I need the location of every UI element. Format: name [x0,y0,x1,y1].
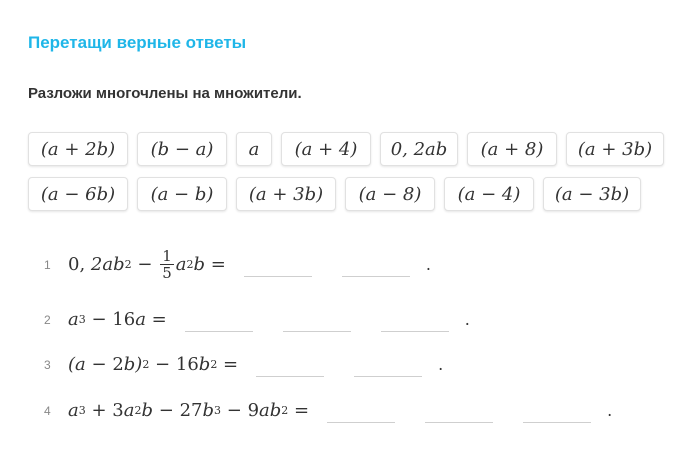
answer-drop-slot[interactable] [327,398,395,423]
end-punctuation: . [438,355,444,374]
answer-chip[interactable]: (a + 3b) [236,177,336,211]
answer-chip[interactable]: a [236,132,272,166]
task-row [44,398,612,423]
answer-chip[interactable]: (a − 8) [345,177,435,211]
task-expression: (a − 2 b) 2 − 16 b 2 = [68,354,239,375]
task-number: 3 [44,357,51,372]
answer-options-row-2 [28,177,641,211]
answer-drop-slot[interactable] [523,398,591,423]
task-number: 4 [44,403,51,418]
answer-chip[interactable]: (a + 8) [467,132,557,166]
task-instruction: Разложи многочлены на множители. [28,85,302,102]
answer-chip[interactable]: (a + 2b) [28,132,128,166]
task-expression: a 3 − 16 a = [68,309,167,330]
end-punctuation: . [464,310,470,329]
answer-chip[interactable]: (a + 4) [281,132,371,166]
page-title: Перетащи верные ответы [28,33,247,52]
answer-drop-slot[interactable] [283,307,351,332]
answer-drop-slot[interactable] [185,307,253,332]
task-expression: a 3 + 3 a 2 b − 27 b 3 − 9 ab 2 = [68,400,310,421]
answer-chip[interactable]: (a − b) [137,177,227,211]
answer-chip[interactable]: (a + 3b) [566,132,664,166]
answer-drop-slot[interactable] [381,307,449,332]
answer-drop-slot[interactable] [354,352,422,377]
answer-drop-slot[interactable] [244,252,312,277]
answer-drop-slot[interactable] [425,398,493,423]
answer-options-row-1 [28,132,664,166]
answer-chip[interactable]: (b − a) [137,132,227,166]
end-punctuation: . [607,401,613,420]
answer-chip[interactable]: (a − 4) [444,177,534,211]
task-row [44,307,470,332]
answer-drop-slot[interactable] [256,352,324,377]
task-row [44,248,431,281]
end-punctuation: . [425,255,431,274]
answer-chip[interactable]: 0, 2ab [380,132,458,166]
answer-chip[interactable]: (a − 6b) [28,177,128,211]
answer-drop-slot[interactable] [342,252,410,277]
answer-chip[interactable]: (a − 3b) [543,177,641,211]
task-row [44,352,443,377]
task-expression: 0, 2ab 2 − $\frac{1}{5}$ a 2 b = [68,247,226,282]
task-number: 2 [44,312,51,327]
task-number: 1 [44,257,51,272]
